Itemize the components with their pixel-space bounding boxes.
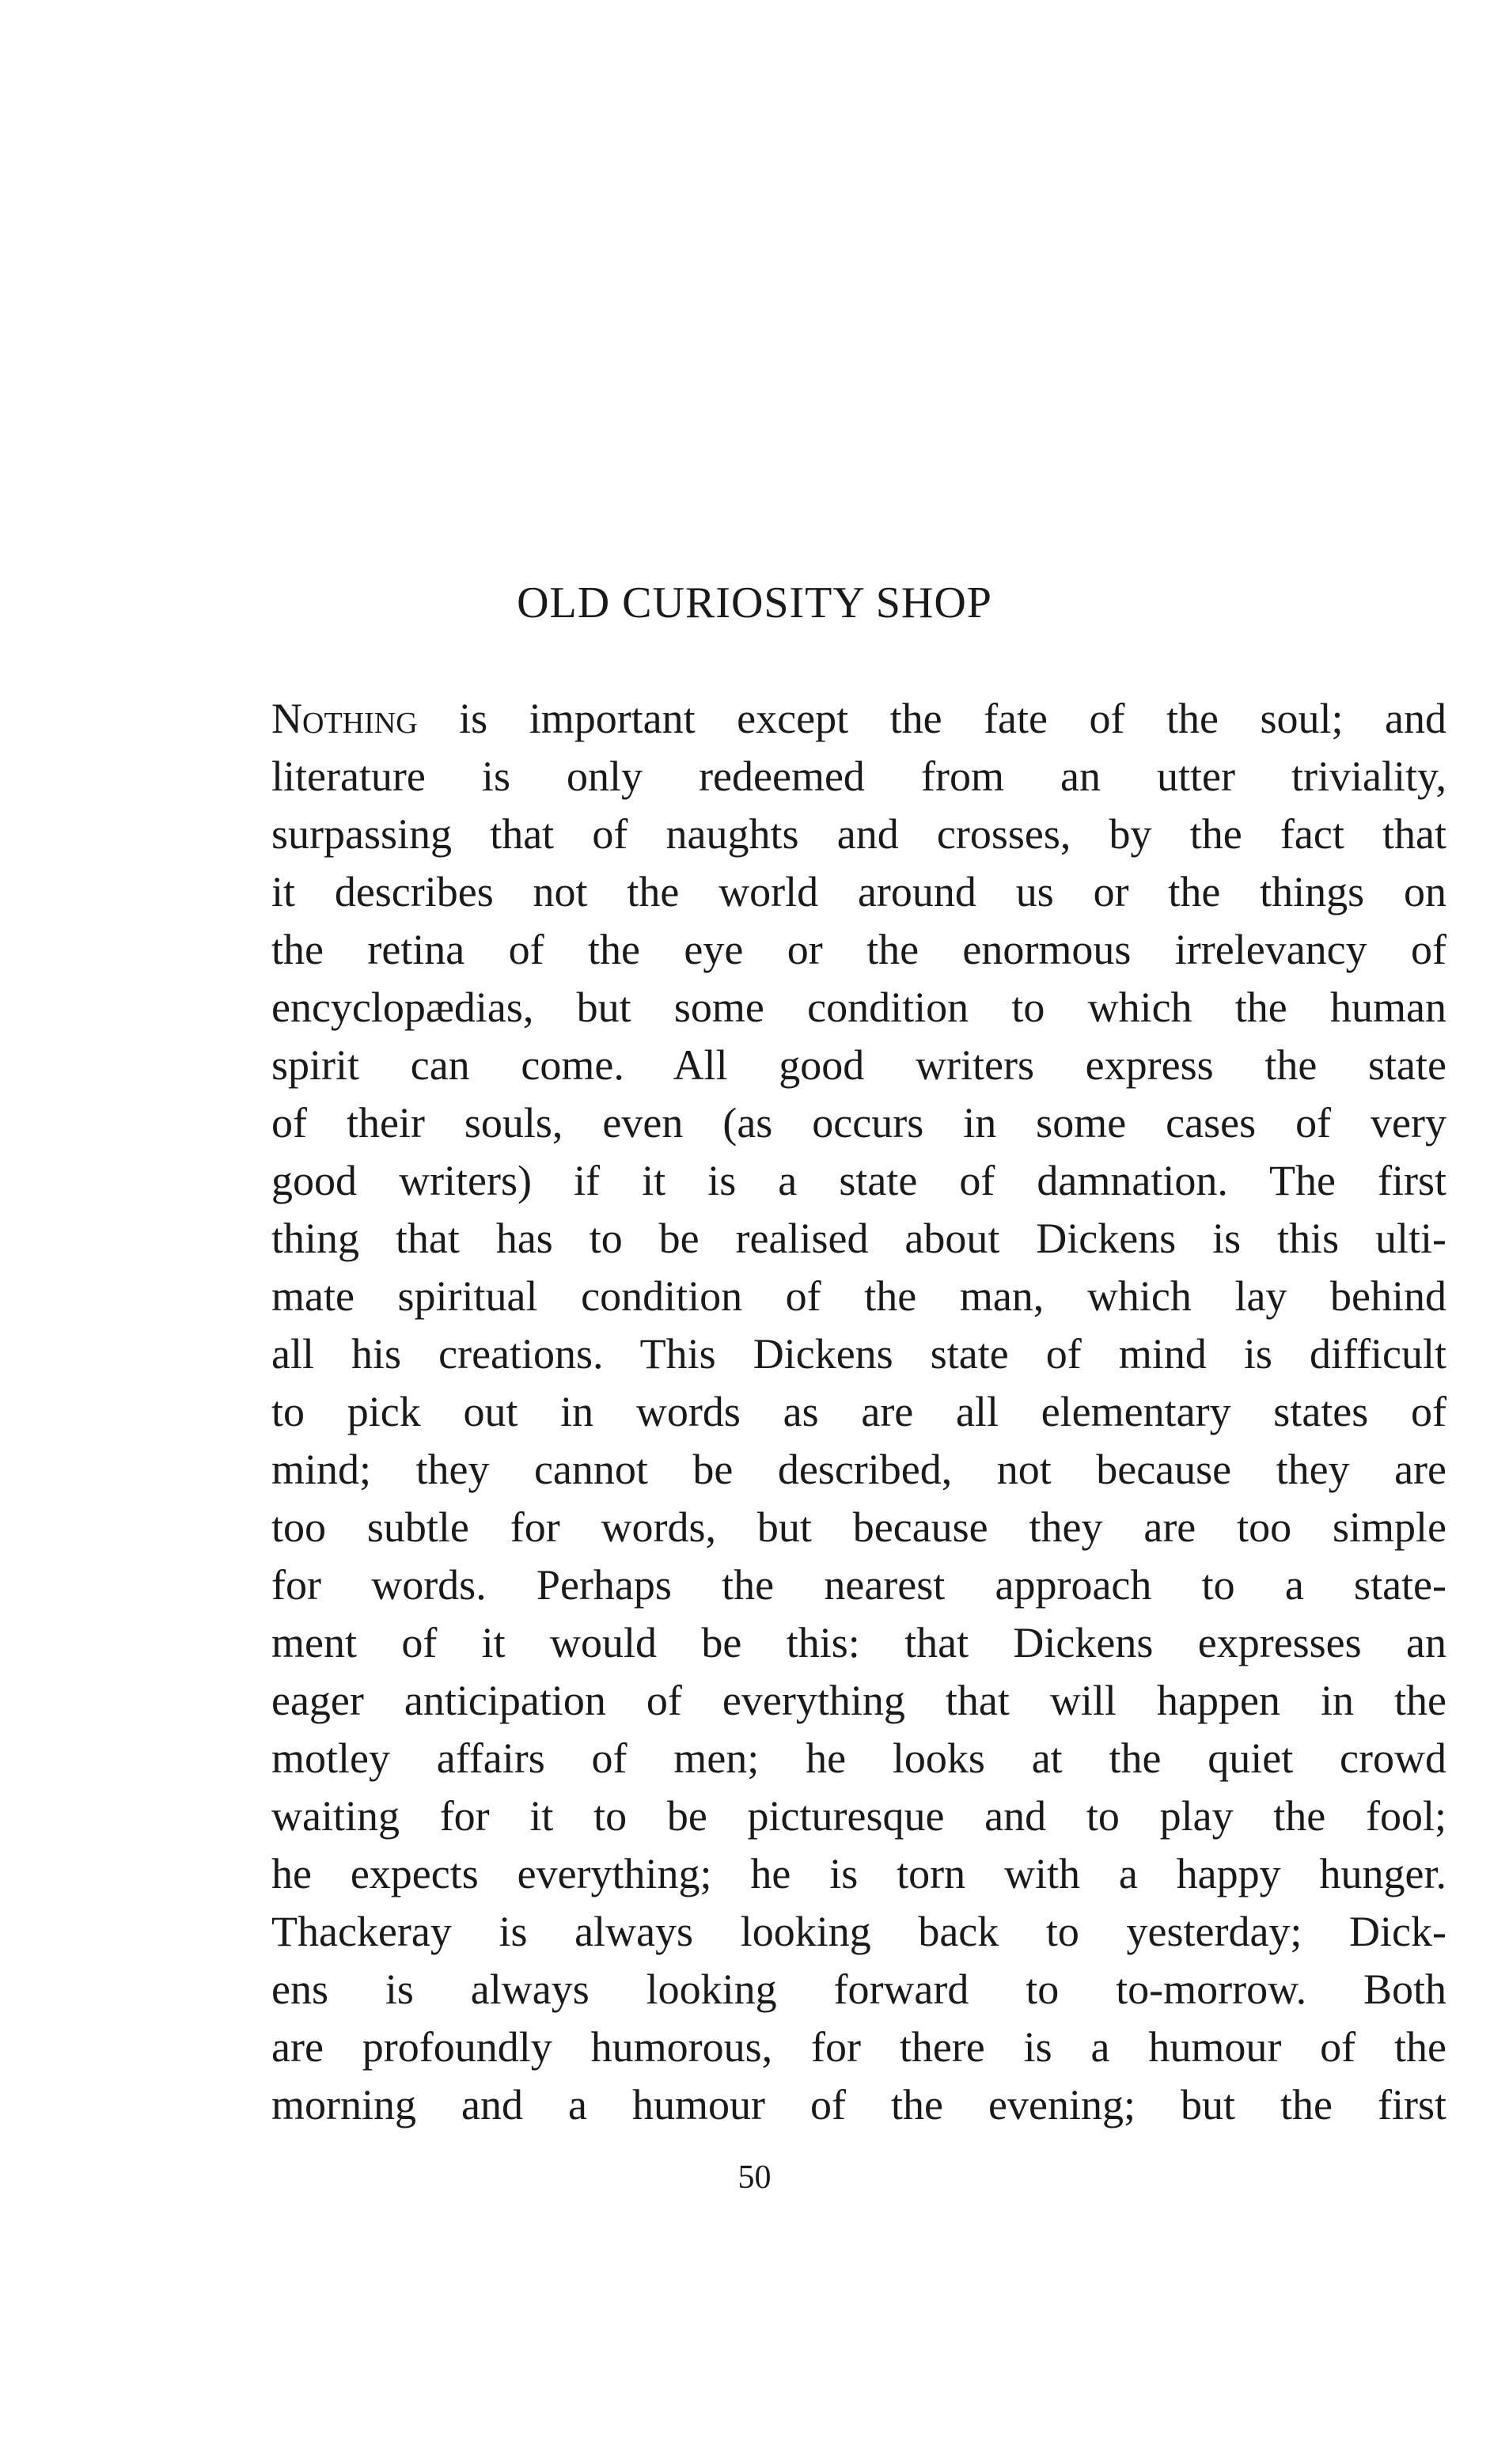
body-paragraph <box>271 690 1446 2134</box>
text-line: ment of it would be this: that Dickens expresses an <box>271 1619 1446 1666</box>
text-line: it describes not the world around us or the things on <box>271 868 1446 915</box>
text-line: are profoundly humorous, for there is a humour of the <box>271 2023 1446 2071</box>
text-line: for words. Perhaps the nearest approach to a state- <box>271 1561 1446 1609</box>
opening-word: Nothing <box>271 695 418 742</box>
text-line: too subtle for words, but because they are too simple <box>271 1503 1446 1551</box>
text-line: all his creations. This Dickens state of mind is difficult <box>271 1330 1446 1378</box>
text-line: spirit can come. All good writers express the state <box>271 1041 1446 1089</box>
text-line: waiting for it to be picturesque and to play the fool; <box>271 1792 1446 1840</box>
page-number: 50 <box>737 2159 772 2196</box>
text-line: encyclopædias, but some condition to which the human <box>271 984 1446 1031</box>
text-line: morning and a humour of the evening; but the first <box>271 2081 1446 2129</box>
chapter-title: OLD CURIOSITY SHOP <box>517 578 992 627</box>
text-line: thing that has to be realised about Dickens is this ulti- <box>271 1215 1446 1262</box>
text-line: mind; they cannot be described, not because they are <box>271 1446 1446 1493</box>
text-line: eager anticipation of everything that will happen in the <box>271 1677 1446 1724</box>
text-line-1 <box>271 690 1446 748</box>
text-line: to pick out in words as are all elementary states of <box>271 1388 1446 1435</box>
text-line: Thackeray is always looking back to yesterday; Dick- <box>271 1908 1446 1955</box>
text-line: mate spiritual condition of the man, which lay behind <box>271 1272 1446 1320</box>
text-line: of their souls, even (as occurs in some cases of very <box>271 1099 1446 1147</box>
text-line: the retina of the eye or the enormous irrelevancy of <box>271 926 1446 973</box>
text-line: literature is only redeemed from an utter triviality, <box>271 752 1446 800</box>
text-line: good writers) if it is a state of damnation. The first <box>271 1157 1446 1204</box>
text-line: surpassing that of naughts and crosses, by the fact that <box>271 810 1446 858</box>
text-line: motley affairs of men; he looks at the quiet crowd <box>271 1734 1446 1782</box>
first-line-rest: is important except the fate of the soul; and <box>417 695 1446 742</box>
text-line: he expects everything; he is torn with a happy hunger. <box>271 1850 1446 1897</box>
text-line: ens is always looking forward to to-morrow. Both <box>271 1966 1446 2013</box>
